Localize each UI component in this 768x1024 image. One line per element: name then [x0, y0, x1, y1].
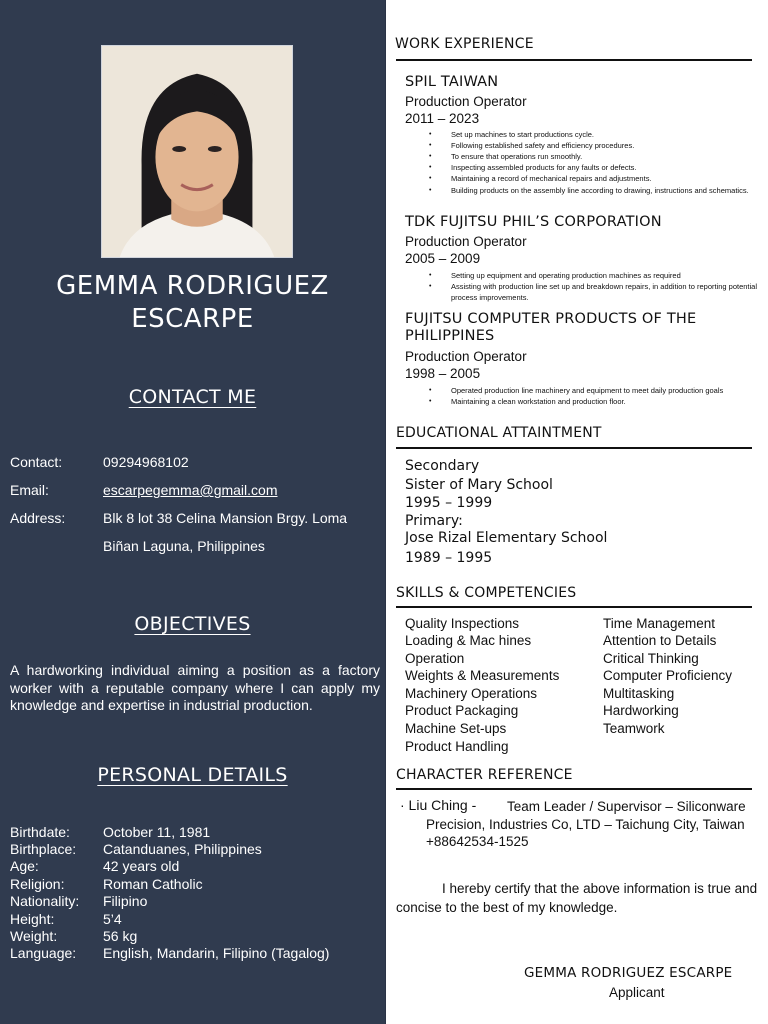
skill-item: Critical Thinking: [603, 651, 699, 666]
email-link[interactable]: escarpegemma@gmail.com: [103, 482, 278, 498]
education-line: Secondary: [405, 458, 480, 474]
contact-number: 09294968102: [103, 454, 189, 470]
address-label: Address:: [10, 510, 66, 526]
personal-row: Religion: Roman Catholic: [10, 876, 203, 892]
address-line-2: Biñan Laguna, Philippines: [103, 538, 265, 554]
divider: [396, 606, 752, 608]
job-role: Production Operator: [405, 349, 527, 364]
certification-statement: I hereby certify that the above information is true and concise to the best of my knowledge.: [396, 881, 758, 915]
list-item: • Maintaining a clean workstation and production floor.: [451, 396, 761, 407]
personal-details-title: PERSONAL DETAILS: [97, 764, 288, 786]
job-company: FUJITSU COMPUTER PRODUCTS OF THE: [405, 311, 697, 327]
skill-item: Hardworking: [603, 703, 679, 718]
education-line: 1995 – 1999: [405, 495, 493, 511]
personal-row: Weight: 56 kg: [10, 928, 138, 944]
reference-title: CHARACTER REFERENCE: [396, 767, 573, 783]
objective-text: A hardworking individual aiming a position as a factory worker with a reputable company where I can apply my knowledge and expertise in industrial production.: [10, 662, 380, 713]
education-line: Sister of Mary School: [405, 477, 553, 493]
skill-item: Product Packaging: [405, 703, 519, 718]
skill-item: Attention to Details: [603, 633, 717, 648]
job-duties: [451, 129, 761, 198]
skill-item: Multitasking: [603, 686, 675, 701]
list-item: • Set up machines to start productions cycle.: [451, 129, 761, 140]
skill-item: Quality Inspections: [405, 616, 520, 631]
personal-row: Language: English, Mandarin, Filipino (Tagalog): [10, 945, 330, 961]
signature-role: Applicant: [609, 985, 665, 1000]
personal-row: Age: 42 years old: [10, 858, 180, 874]
job-company: TDK FUJITSU PHIL’S CORPORATION: [405, 214, 662, 230]
skill-item: Machine Set-ups: [405, 721, 507, 736]
list-item: • Building products on the assembly line according to drawing, instructions and schematics.: [451, 184, 761, 198]
job-duties: [451, 385, 761, 407]
job-role: Production Operator: [405, 234, 527, 249]
education-line: Jose Rizal Elementary School: [405, 530, 608, 546]
list-item: • Following established safety and efficiency procedures.: [451, 140, 761, 151]
skill-item: Computer Proficiency: [603, 668, 733, 683]
objectives-title: OBJECTIVES: [134, 613, 251, 635]
divider: [396, 788, 752, 790]
reference-phone: +88642534-1525: [426, 834, 529, 849]
list-item: • Assisting with production line set up and breakdown repairs, in addition to reporting potential process improvements.: [451, 281, 761, 303]
skill-item: Machinery Operations: [405, 686, 538, 701]
skill-item: Operation: [405, 651, 465, 666]
personal-row: Nationality: Filipino: [10, 893, 148, 909]
skill-item: Teamwork: [603, 721, 665, 736]
profile-photo: [101, 45, 293, 258]
skill-item: Time Management: [603, 616, 716, 631]
reference-position: Team Leader / Supervisor – Siliconware: [507, 799, 746, 814]
divider: [396, 59, 752, 61]
job-role: Production Operator: [405, 94, 527, 109]
signature-name: GEMMA RODRIGUEZ ESCARPE: [524, 965, 733, 981]
skill-item: Weights & Measurements: [405, 668, 560, 683]
address-line-1: Blk 8 lot 38 Celina Mansion Brgy. Loma: [103, 510, 348, 526]
job-duties: [451, 270, 761, 303]
work-experience-title: WORK EXPERIENCE: [395, 36, 534, 52]
job-years: 2011 – 2023: [405, 111, 480, 126]
list-item: • Maintaining a record of mechanical repairs and adjustments.: [451, 173, 761, 184]
skill-item: Product Handling: [405, 739, 509, 754]
job-company: PHILIPPINES: [405, 328, 495, 344]
education-title: EDUCATIONAL ATTAINTMENT: [396, 425, 602, 441]
contact-label: Contact:: [10, 454, 63, 470]
name-line-2: ESCARPE: [131, 304, 254, 334]
contact-title: CONTACT ME: [128, 386, 257, 408]
name-line-1: GEMMA RODRIGUEZ: [56, 271, 329, 301]
list-item: • Inspecting assembled products for any faults or defects.: [451, 162, 761, 173]
list-item: • Operated production line machinery and equipment to meet daily production goals: [451, 385, 761, 396]
reference-name: · Liu Ching -: [400, 797, 477, 813]
personal-row: Height: 5’4: [10, 911, 122, 927]
skill-item: Loading & Mac hines: [405, 633, 532, 648]
reference-company: Precision, Industries Co, LTD – Taichung City, Taiwan: [426, 817, 745, 832]
job-years: 1998 – 2005: [405, 366, 481, 381]
job-years: 2005 – 2009: [405, 251, 481, 266]
list-item: • To ensure that operations run smoothly.: [451, 151, 761, 162]
email-label: Email:: [10, 482, 49, 498]
education-line: 1989 – 1995: [405, 550, 493, 566]
job-company: SPIL TAIWAN: [405, 74, 499, 90]
education-line: Primary:: [405, 513, 463, 529]
list-item: • Setting up equipment and operating production machines as required: [451, 270, 761, 281]
skills-title: SKILLS & COMPETENCIES: [396, 585, 577, 601]
main-content: [385, 0, 768, 1024]
personal-row: Birthdate: October 11, 1981: [10, 824, 211, 840]
divider: [396, 447, 752, 449]
personal-row: Birthplace: Catanduanes, Philippines: [10, 841, 262, 857]
